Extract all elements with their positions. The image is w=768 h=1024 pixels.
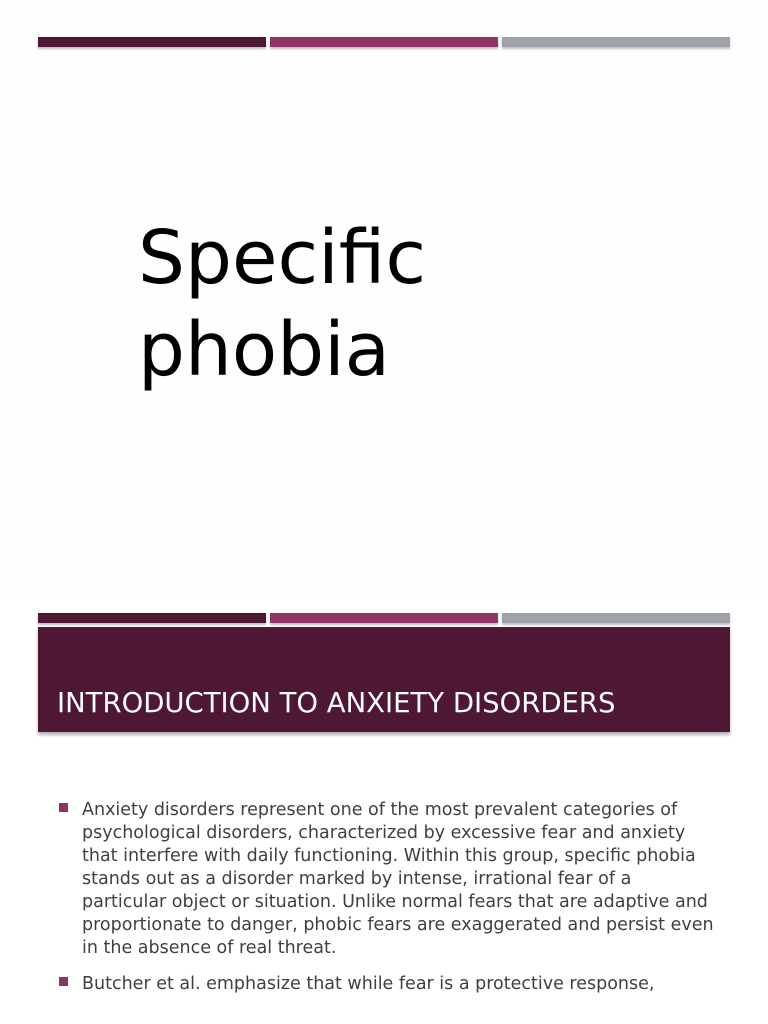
top-accent-band xyxy=(38,37,730,47)
bullet-list xyxy=(58,799,718,1009)
accent-segment-magenta xyxy=(270,613,498,623)
square-bullet-icon xyxy=(59,977,68,986)
slide-title: Specific phobia xyxy=(138,215,427,393)
bullet-text: Anxiety disorders represent one of the most prevalent categories of psychological disorders, characterized by excessive fear and anxiety that interfere with daily functioning. Within this group, specific phobia stands out as a disorder marked by intense, irrational fear of a particular object or situation. Unlike normal fears that are adaptive and proportionate to danger, phobic fears are exaggerated and persist even in the absence of real threat. xyxy=(82,800,714,958)
accent-segment-gray xyxy=(502,613,730,623)
square-bullet-icon xyxy=(59,803,68,812)
accent-segment-gray xyxy=(502,37,730,47)
bullet-text: Butcher et al. emphasize that while fear is a protective response, xyxy=(82,974,655,994)
list-item xyxy=(58,799,718,960)
list-item xyxy=(58,973,718,996)
accent-segment-dark xyxy=(38,37,266,47)
section-heading: INTRODUCTION TO ANXIETY DISORDERS xyxy=(57,687,616,719)
section-header-box xyxy=(38,627,730,732)
accent-segment-magenta xyxy=(270,37,498,47)
accent-segment-dark xyxy=(38,613,266,623)
section-accent-band xyxy=(38,613,730,623)
